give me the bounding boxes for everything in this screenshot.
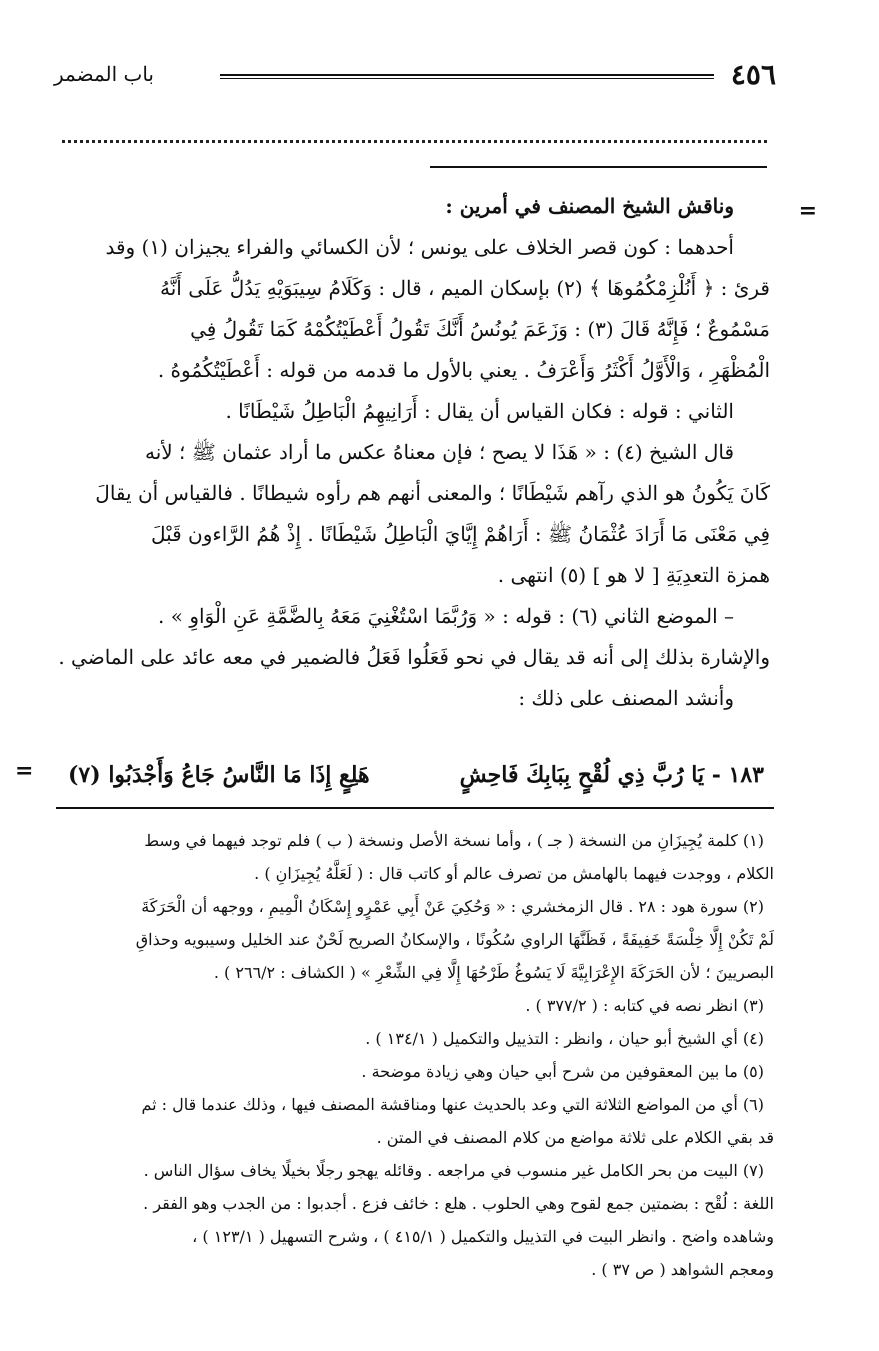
footnote-line: البصريينَ ؛ لأن الحَرَكَةَ الإِعْرَابِيَّةَ لَا يَسُوغُ طَرْحُهَا إِلَّا فِي الشِّعْرِ » ( الكشاف : ٢٦٦/٢ ) .: [213, 963, 774, 982]
page-number: ٤٥٦: [730, 58, 776, 91]
text-line: قرئ : ﴿ أَنُلْزِمْكُمُوهَا ﴾ (٢) بإسكان الميم ، قال : وَكَلَامُ سِيبَوَيْهِ يَدُلُّ عَلَى أَنَّهُ: [159, 276, 770, 300]
text-line: الثاني : قوله : فكان القياس أن يقال : أَرَانِيهِمُ الْبَاطِلُ شَيْطَانًا .: [225, 399, 734, 423]
footnote-line: (٤) أي الشيخ أبو حيان ، وانظر : التذييل والتكميل ( ١٣٤/١ ) .: [365, 1029, 764, 1048]
running-header: [50, 54, 780, 94]
text-line: وأنشد المصنف على ذلك :: [518, 686, 734, 710]
footnote-line: وشاهده واضح . وانظر البيت في التذييل والتكميل ( ٤١٥/١ ) ، وشرح التسهيل ( ١٢٣/١ ) ،: [192, 1227, 774, 1246]
footnote-line: اللغة : لُقْح : بضمتين جمع لقوح وهي الحلوب . هلع : خائف فزع . أجدبوا : من الجدب وهو الفقر .: [143, 1194, 774, 1213]
text-line: همزة التعدِيَةِ [ لا هو ] (٥) انتهى .: [497, 563, 770, 587]
continuation-mark: =: [798, 198, 817, 224]
header-rule: [220, 74, 714, 79]
text-line: أحدهما : كون قصر الخلاف على يونس ؛ لأن الكسائي والفراء يجيزان (١) وقد: [105, 235, 734, 259]
verse-second-hemistich: هَلِعٍ إِذَا مَا النَّاسُ جَاعُ وَأَجْدَبُوا (٧): [68, 762, 370, 788]
footnote-line: (٣) انظر نصه في كتابه : ( ٣٧٧/٢ ) .: [525, 996, 764, 1015]
section-intro: وناقش الشيخ المصنف في أمرين :: [445, 194, 734, 218]
dotted-separator: [62, 126, 767, 143]
poetry-verse: [56, 752, 774, 802]
footnote-line: (٧) البيت من بحر الكامل غير منسوب في مراجعه . وقائله يهجو رجلًا بخيلًا يخاف سؤال الناس .: [143, 1161, 764, 1180]
footnotes: [56, 824, 774, 1286]
text-line: فِي مَعْنَى مَا أَرَادَ عُثْمَانُ ﷺ : أَرَاهُمْ إِيَّايَ الْبَاطِلُ شَيْطَانًا . إِذْ هُمُ الرَّاءون قَبْلَ: [150, 522, 770, 546]
text-line: – الموضع الثاني (٦) : قوله : « وَرُبَّمَا اسْتُغْنِيَ مَعَهُ بِالضَّمَّةِ عَنِ الْوَاوِ » .: [158, 604, 734, 628]
footnote-line: ومعجم الشواهد ( ص ٣٧ ) .: [591, 1260, 774, 1279]
text-line: كَانَ يَكُونُ هو الذي رآهم شَيْطَانًا ؛ والمعنى أنهم هم رأوه شيطانًا . فالقياس أن يقالَ: [95, 481, 770, 505]
section-rule: [430, 166, 767, 168]
text-line: الْمُظْهَرِ ، وَالْأَوَّلُ أَكْثَرُ وَأَعْرَفُ . يعني بالأول ما قدمه من قوله : أَعْطَيْتُكُمُوهُ .: [157, 358, 770, 382]
continuation-mark: =: [15, 758, 34, 784]
main-text: [58, 186, 770, 719]
footnote-line: قد بقي الكلام على ثلاثة مواضع من كلام المصنف في المتن .: [376, 1128, 774, 1147]
text-line: قال الشيخ (٤) : « هَذَا لا يصح ؛ فإن معناهُ عكس ما أراد عثمان ﷺ ؛ لأنه: [144, 440, 734, 464]
footnote-line: (٢) سورة هود : ٢٨ . قال الزمخشري : « وَحُكِيَ عَنْ أَبِي عَمْرٍو إِسْكَانُ الْمِيمِ ، ووجهه أن الْحَرَكَةَ: [141, 897, 764, 916]
text-line: مَسْمُوعٌ ؛ فَإِنَّهُ قَالَ (٣) : وَزَعَمَ يُونُسُ أَنَّكَ تَقُولُ أَعْطَيْتُكُمْهُ كَمَا تَقُولُ فِي: [190, 317, 770, 341]
footnote-line: (٦) أي من المواضع الثلاثة التي وعد بالحديث عنها ومناقشة المصنف فيها ، وذلك عندما قال : ثم: [141, 1095, 764, 1114]
footnote-line: الكلام ، ووجدت فيهما بالهامش من تصرف عالم أو كاتب قال : ( لَعَلَّهُ يُجِيزَانِ ) .: [254, 864, 774, 883]
footnote-line: (٥) ما بين المعقوفين من شرح أبي حيان وهي زيادة موضحة .: [361, 1062, 764, 1081]
verse-first-hemistich: ١٨٣ - يَا رُبَّ ذِي لُقْحٍ بِبَابِكَ فَاحِشٍ: [459, 762, 764, 788]
footnote-line: لَمْ تَكُنْ إِلَّا خِلْسَةً خَفِيفَةً ، فَظَنَّهَا الراوي سُكُونًا ، والإسكانُ الصريح لَحْنٌ عند الخليل وسيبويه وحذاقِ: [135, 930, 774, 949]
text-line: والإشارة بذلك إلى أنه قد يقال في نحو فَعَلُوا فَعَلُ فالضمير في معه عائد على الماضي .: [58, 645, 770, 669]
footnote-rule: [56, 807, 774, 809]
chapter-title: باب المضمر: [54, 62, 154, 86]
footnote-line: (١) كلمة يُجِيزَانِ من النسخة ( جـ ) ، وأما نسخة الأصل ونسخة ( ب ) فلم توجد فيهما في وسط: [144, 831, 764, 850]
